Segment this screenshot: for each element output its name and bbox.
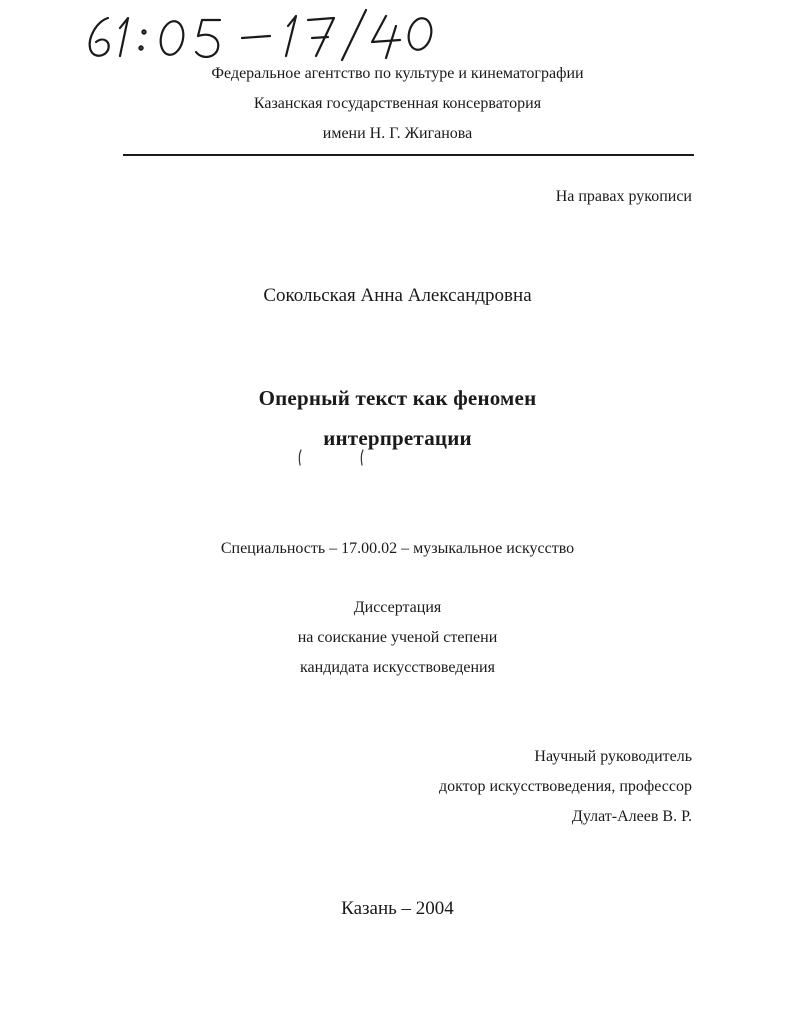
degree-line-1: Диссертация xyxy=(353,599,442,616)
degree-line-3: кандидата искусствоведения xyxy=(300,659,495,676)
dissertation-title-line-1: Оперный текст как феномен xyxy=(258,386,537,410)
specialty-line: Специальность – 17.00.02 – музыкальное искусство xyxy=(220,540,575,557)
supervisor-rank: доктор искусствоведения, профессор xyxy=(438,778,692,795)
manuscript-rights-note: На правах рукописи xyxy=(555,188,692,205)
author-name: Сокольская Анна Александровна xyxy=(263,285,532,306)
dissertation-title-line-2: интерпретации xyxy=(323,426,472,450)
handwritten-catalog-number xyxy=(80,4,460,64)
institution-name: Казанская государственная консерватория xyxy=(253,95,542,112)
header-divider xyxy=(123,154,694,156)
agency-name: Федеральное агентство по культуре и кинематографии xyxy=(211,65,584,82)
degree-line-2: на соискание ученой степени xyxy=(297,629,498,646)
city-year: Казань – 2004 xyxy=(341,898,454,919)
scan-marks xyxy=(290,448,380,468)
supervisor-name: Дулат-Алеев В. Р. xyxy=(571,808,692,825)
institution-named-after: имени Н. Г. Жиганова xyxy=(322,125,473,142)
supervisor-label: Научный руководитель xyxy=(534,748,692,765)
handwritten-number-drawing xyxy=(80,4,460,64)
